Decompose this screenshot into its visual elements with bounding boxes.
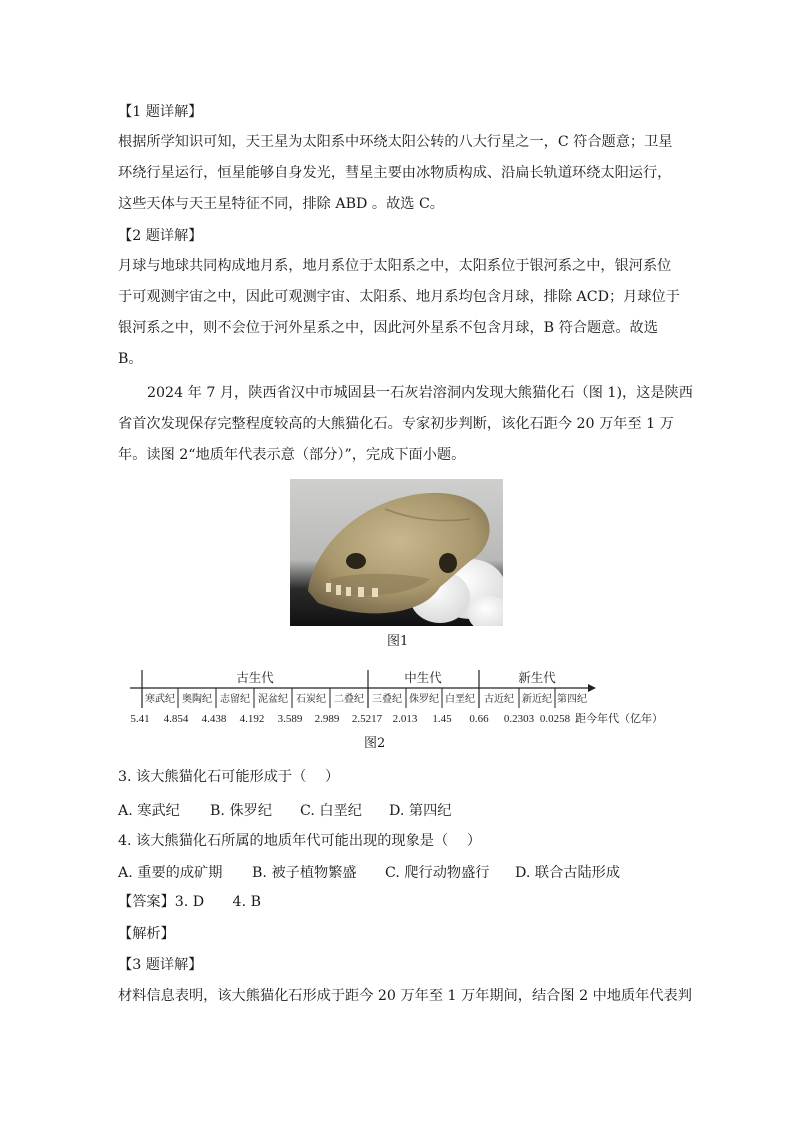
- era-label-mesozoic: 中生代: [404, 670, 442, 685]
- material-line-2: 省首次发现保存完整程度较高的大熊猫化石。专家初步判断，该化石距今 20 万年至 1 万: [118, 416, 674, 432]
- question3-option-d: D. 第四纪: [389, 803, 452, 819]
- period-devonian: 泥盆纪: [258, 694, 288, 705]
- period-triassic: 三叠纪: [372, 694, 402, 705]
- axis-label-years-ago: 距今年代（亿年）: [575, 712, 663, 725]
- period-permian: 二叠纪: [334, 694, 364, 705]
- q2-text-line-1: 月球与地球共同构成地月系，地月系位于太阳系之中，太阳系位于银河系之中，银河系位: [118, 258, 672, 274]
- age-2-989: 2.989: [314, 713, 340, 725]
- panda-skull-fossil-photo: [290, 479, 503, 626]
- age-4-438: 4.438: [201, 713, 227, 725]
- question3-option-a: A. 寒武纪: [118, 803, 180, 819]
- question4-option-b: B. 被子植物繁盛: [252, 865, 357, 881]
- question4-stem: 4. 该大熊猫化石所属的地质年代可能出现的现象是（ ）: [118, 833, 482, 849]
- age-0-0258: 0.0258: [539, 713, 571, 725]
- age-0-2303: 0.2303: [503, 713, 535, 725]
- period-cretaceous: 白垩纪: [445, 694, 475, 705]
- material-line-1: 2024 年 7 月，陕西省汉中市城固县一石灰岩溶洞内发现大熊猫化石（图 1)，这是陕西: [147, 385, 693, 401]
- q1-text-line-2: 环绕行星运行，恒星能够自身发光，彗星主要由冰物质构成、沿扁长轨道环绕太阳运行，: [118, 165, 672, 181]
- question3-option-b: B. 侏罗纪: [210, 803, 273, 819]
- q3-detail-heading: 【3 题详解】: [118, 957, 203, 973]
- q1-text-line-3: 这些天体与天王星特征不同，排除 ABD 。故选 C。: [118, 196, 444, 212]
- question3-option-c: C. 白垩纪: [300, 803, 362, 819]
- material-line-3: 年。读图 2“地质年代表示意（部分）”，完成下面小题。: [118, 447, 466, 463]
- question4-option-c: C. 爬行动物盛行: [385, 865, 490, 881]
- period-cambrian: 寒武纪: [145, 694, 175, 705]
- age-0-66: 0.66: [469, 713, 489, 725]
- q2-text-line-3: 银河系之中，则不会位于河外星系之中，因此河外星系不包含月球，B 符合题意。故选: [118, 320, 658, 336]
- timeline-arrow: [588, 684, 596, 692]
- age-4-192: 4.192: [239, 713, 265, 725]
- figure2-caption: 图2: [364, 736, 386, 751]
- age-1-45: 1.45: [432, 713, 452, 725]
- period-paleogene: 古近纪: [484, 694, 514, 705]
- q2-text-line-2: 于可观测宇宙之中，因此可观测宇宙、太阳系、地月系均包含月球，排除 ACD；月球位于: [118, 289, 680, 305]
- age-4-854: 4.854: [163, 713, 189, 725]
- q2-heading: 【2 题详解】: [118, 228, 203, 244]
- age-3-589: 3.589: [277, 713, 303, 725]
- period-carboniferous: 石炭纪: [296, 694, 326, 705]
- q2-text-line-4: B。: [118, 351, 143, 367]
- period-ordovician: 奥陶纪: [182, 694, 212, 705]
- question4-option-d: D. 联合古陆形成: [515, 865, 621, 881]
- figure1-caption: 图1: [387, 634, 409, 649]
- answer-line: 【答案】3. D 4. B: [118, 894, 262, 910]
- period-jurassic: 侏罗纪: [409, 694, 439, 705]
- q1-text-line-1: 根据所学知识可知，天王星为太阳系中环绕太阳公转的八大行星之一，C 符合题意；卫星: [118, 134, 673, 150]
- age-5-41: 5.41: [130, 713, 150, 725]
- geologic-timeline-diagram: [126, 666, 676, 728]
- q1-heading: 【1 题详解】: [118, 104, 203, 120]
- age-2-5217: 2.5217: [351, 713, 383, 725]
- period-silurian: 志留纪: [220, 694, 250, 705]
- q3-detail-line-1: 材料信息表明，该大熊猫化石形成于距今 20 万年至 1 万年期间，结合图 2 中地质年代表判: [118, 988, 692, 1004]
- era-label-cenozoic: 新生代: [518, 670, 556, 685]
- question3-stem: 3. 该大熊猫化石可能形成于（ ）: [118, 769, 340, 785]
- period-neogene: 新近纪: [522, 694, 552, 705]
- question4-option-a: A. 重要的成矿期: [118, 865, 223, 881]
- period-quaternary: 第四纪: [557, 694, 587, 705]
- era-label-paleozoic: 古生代: [236, 670, 274, 685]
- analysis-heading: 【解析】: [118, 926, 175, 942]
- age-2-013: 2.013: [392, 713, 418, 725]
